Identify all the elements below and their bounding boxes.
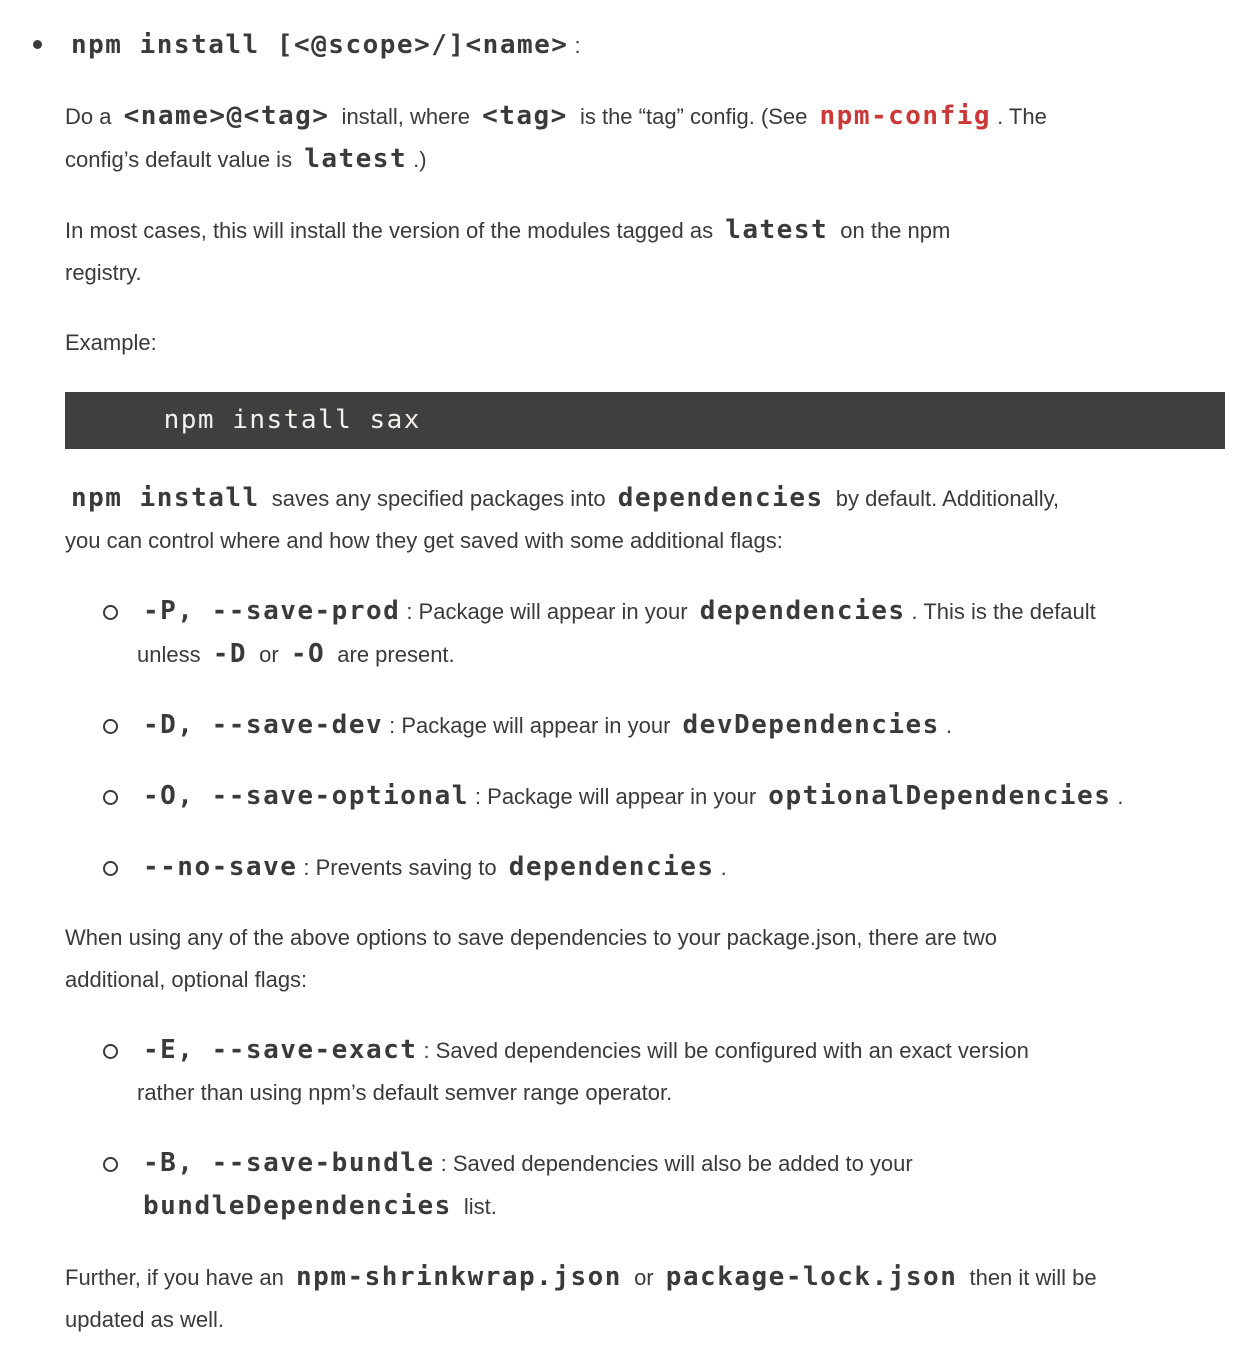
text-run: .) — [413, 147, 427, 172]
npm-install-list-item — [65, 24, 1225, 1341]
text-run: saves any specified packages into — [265, 486, 612, 511]
inline-code: --no-save — [143, 852, 298, 882]
inline-code: bundleDependencies — [143, 1191, 452, 1221]
docs-article — [0, 24, 1225, 1341]
inline-code: devDependencies — [682, 710, 940, 740]
list-item-body — [65, 24, 1225, 1341]
inline-code: dependencies — [508, 852, 715, 882]
text-run: config’s default value is — [65, 147, 299, 172]
inline-code: dependencies — [699, 596, 906, 626]
inline-code: -B, --save-bundle — [143, 1148, 435, 1178]
inline-code: npm install [<@scope>/]<name> — [71, 30, 569, 60]
inline-code: npm install — [71, 483, 260, 513]
text-run: Example: — [65, 330, 157, 355]
flag-save-optional — [137, 775, 1225, 818]
flag-save-dev — [137, 704, 1225, 747]
text-run: . — [720, 855, 727, 880]
text-run: When using any of the above options to save dependencies to your package.json, there are two — [65, 925, 997, 950]
text-run: on the npm — [834, 218, 951, 243]
inline-code: dependencies — [617, 483, 824, 513]
optional-flags-intro — [65, 917, 1225, 1001]
text-run: : — [574, 33, 581, 58]
text-run: are present. — [331, 642, 455, 667]
text-run: additional, optional flags: — [65, 967, 308, 992]
save-flags-list — [65, 590, 1225, 889]
inline-code: package-lock.json — [665, 1262, 958, 1292]
text-run: or — [627, 1265, 660, 1290]
inline-code: -O — [290, 639, 326, 669]
npm-install-term — [65, 24, 1225, 67]
npm-config-link[interactable]: npm-config — [819, 101, 992, 131]
text-run: list. — [457, 1194, 497, 1219]
text-run: : Saved dependencies will be configured with an exact version — [423, 1038, 1029, 1063]
text-run: Do a — [65, 104, 118, 129]
text-run: you can control where and how they get saved with some additional flags: — [65, 528, 783, 553]
text-run: . — [945, 713, 952, 738]
inline-code: -D, --save-dev — [143, 710, 384, 740]
example-code-block — [65, 392, 1225, 449]
optional-flags-list — [65, 1029, 1225, 1228]
flag-save-bundle — [137, 1142, 1225, 1228]
inline-code: latest — [725, 215, 829, 245]
text-run: is the “tag” config. (See — [573, 104, 814, 129]
install-usage-list — [0, 24, 1225, 1341]
inline-code: -E, --save-exact — [143, 1035, 418, 1065]
inline-code: <tag> — [482, 101, 568, 131]
text-run: install, where — [335, 104, 477, 129]
inline-code: -P, --save-prod — [143, 596, 401, 626]
inline-code: <name>@<tag> — [123, 101, 330, 131]
text-run: : Saved dependencies will also be added to your — [440, 1151, 913, 1176]
inline-code: -D — [212, 639, 248, 669]
text-run: : Prevents saving to — [303, 855, 503, 880]
latest-registry-note — [65, 209, 1225, 294]
flag-save-exact — [137, 1029, 1225, 1114]
text-run: : Package will appear in your — [389, 713, 677, 738]
code-block-text: npm install sax — [95, 405, 421, 435]
example-label — [65, 322, 1225, 364]
text-run: by default. Additionally, — [829, 486, 1060, 511]
text-run: Further, if you have an — [65, 1265, 291, 1290]
tag-install-description — [65, 95, 1225, 181]
text-run: . — [1117, 784, 1124, 809]
inline-code: npm-shrinkwrap.json — [296, 1262, 622, 1292]
inline-code: latest — [304, 144, 408, 174]
text-run: or — [253, 642, 285, 667]
text-run: rather than using npm’s default semver range operator. — [137, 1080, 673, 1105]
text-run: unless — [137, 642, 207, 667]
text-run: : Package will appear in your — [406, 599, 694, 624]
text-run: In most cases, this will install the version of the modules tagged as — [65, 218, 720, 243]
text-run: then it will be — [963, 1265, 1097, 1290]
text-run: . The — [997, 104, 1047, 129]
inline-code: -O, --save-optional — [143, 781, 469, 811]
save-flags-intro — [65, 477, 1225, 562]
text-run: . This is the default — [911, 599, 1096, 624]
flag-no-save — [137, 846, 1225, 889]
flag-save-prod — [137, 590, 1225, 676]
inline-code: optionalDependencies — [768, 781, 1112, 811]
shrinkwrap-note — [65, 1256, 1225, 1341]
text-run: updated as well. — [65, 1307, 224, 1332]
text-run: : Package will appear in your — [474, 784, 763, 809]
text-run: registry. — [65, 260, 142, 285]
